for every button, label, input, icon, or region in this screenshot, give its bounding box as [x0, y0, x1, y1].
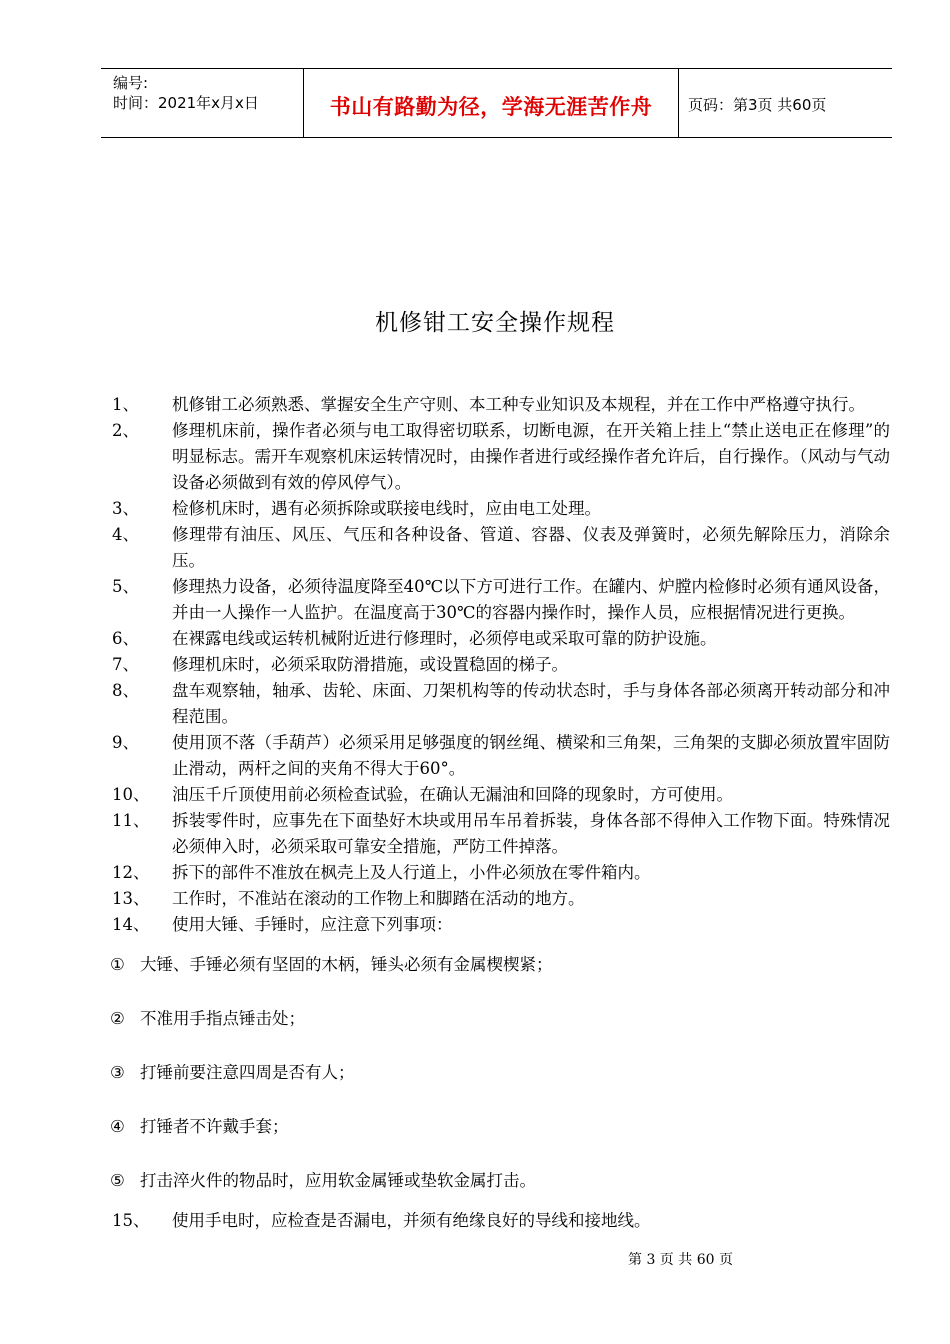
sub-item: [110, 952, 892, 1006]
list-item: [112, 496, 892, 522]
list-item: [112, 912, 892, 938]
document-title: 机修钳工安全操作规程: [375, 310, 615, 336]
item-text: 使用顶不落（手葫芦）必须采用足够强度的钢丝绳、横梁和三角架，三角架的支脚必须放置牢固防止滑动，两杆之间的夹角不得大于60°。: [172, 733, 890, 778]
sub-item: [110, 1114, 892, 1168]
list-item: [112, 886, 892, 912]
item-text: 修理机床前，操作者必须与电工取得密切联系，切断电源，在开关箱上挂上“禁止送电正在修理”的明显标志。需开车观察机床运转情况时，由操作者进行或经操作者允许后，自行操作。（风动与气动设备必须做到有效的停风停气）。: [172, 421, 890, 492]
sub-item-mark: ②: [110, 1009, 125, 1028]
list-item: [112, 652, 892, 678]
sub-item-mark: ⑤: [110, 1171, 125, 1190]
item-number: 10、: [112, 785, 150, 804]
sub-item: [110, 1006, 892, 1060]
item-number: 7、: [112, 655, 139, 674]
item-number: 15、: [112, 1211, 150, 1230]
sub-item: [110, 1060, 892, 1114]
list-item: [112, 522, 892, 574]
item-number: 13、: [112, 889, 150, 908]
header-motto-cell: [304, 69, 679, 137]
sub-item-mark: ④: [110, 1117, 125, 1136]
item-text: 修理带有油压、风压、气压和各种设备、管道、容器、仪表及弹簧时，必须先解除压力，消除余压。: [172, 525, 890, 570]
item-number: 2、: [112, 421, 139, 440]
item-text: 检修机床时，遇有必须拆除或联接电线时，应由电工处理。: [172, 499, 601, 518]
sub-item: [110, 1168, 892, 1210]
item-text: 盘车观察轴，轴承、齿轮、床面、刀架机构等的传动状态时，手与身体各部必须离开转动部分和冲程范围。: [172, 681, 890, 726]
sub-item-text: 不准用手指点锤击处；: [140, 1009, 305, 1028]
sub-item-mark: ③: [110, 1063, 125, 1082]
item-text: 拆装零件时，应事先在下面垫好木块或用吊车吊着拆装，身体各部不得伸入工作物下面。特殊情况必须伸入时，必须采取可靠安全措施，严防工件掉落。: [172, 811, 890, 856]
list-item: [112, 574, 892, 626]
item-text: 工作时，不准站在滚动的工作物上和脚踏在活动的地方。: [172, 889, 585, 908]
sub-item-text: 打击淬火件的物品时，应用软金属锤或垫软金属打击。: [140, 1171, 536, 1190]
item-number: 1、: [112, 395, 139, 414]
motto-text: 书山有路勤为径，学海无涯苦作舟: [329, 95, 653, 119]
item-number: 9、: [112, 733, 139, 752]
list-item: [112, 730, 892, 782]
item-text: 机修钳工必须熟悉、掌握安全生产守则、本工种专业知识及本规程，并在工作中严格遵守执行。: [172, 395, 865, 414]
list-item: [112, 626, 892, 652]
sub-item-text: 打锤者不许戴手套；: [140, 1117, 289, 1136]
sub-item-text: 大锤、手锤必须有坚固的木柄，锤头必须有金属楔楔紧；: [140, 955, 553, 974]
item-text: 拆下的部件不准放在枫壳上及人行道上，小件必须放在零件箱内。: [172, 863, 651, 882]
time-label: 时间：2021年x月x日: [113, 94, 259, 112]
list-item: [112, 418, 892, 496]
item-number: 5、: [112, 577, 139, 596]
item-number: 6、: [112, 629, 139, 648]
list-item: [112, 678, 892, 730]
list-item: [112, 392, 892, 418]
item-text: 在裸露电线或运转机械附近进行修理时，必须停电或采取可靠的防护设施。: [172, 629, 717, 648]
item-number: 3、: [112, 499, 139, 518]
rules-list: [112, 392, 892, 1234]
list-item: [112, 782, 892, 808]
list-item: [112, 860, 892, 886]
page-number-label: 页码：第3页 共60页: [688, 96, 827, 114]
list-item: [112, 808, 892, 860]
item-text: 使用手电时，应检查是否漏电，并须有绝缘良好的导线和接地线。: [172, 1211, 651, 1230]
footer-page-number: 第 3 页 共 60 页: [628, 1252, 733, 1268]
sub-item-mark: ①: [110, 955, 125, 974]
page-header: [101, 68, 892, 138]
sub-item-text: 打锤前要注意四周是否有人；: [140, 1063, 355, 1082]
item-text: 修理机床时，必须采取防滑措施，或设置稳固的梯子。: [172, 655, 568, 674]
item-text: 修理热力设备，必须待温度降至40℃以下方可进行工作。在罐内、炉膛内检修时必须有通风设备，并由一人操作一人监护。在温度高于30℃的容器内操作时，操作人员，应根据情况进行更换。: [172, 577, 890, 622]
list-item: [112, 1208, 892, 1234]
header-page-cell: [679, 69, 892, 137]
item-text: 使用大锤、手锤时，应注意下列事项：: [172, 915, 453, 934]
number-label: 编号:: [113, 74, 149, 92]
item-number: 12、: [112, 863, 150, 882]
item-number: 4、: [112, 525, 139, 544]
item-number: 11、: [112, 811, 150, 830]
item-text: 油压千斤顶使用前必须检查试验，在确认无漏油和回降的现象时，方可使用。: [172, 785, 733, 804]
item-number: 14、: [112, 915, 150, 934]
item-number: 8、: [112, 681, 139, 700]
header-info-cell: [101, 69, 304, 137]
